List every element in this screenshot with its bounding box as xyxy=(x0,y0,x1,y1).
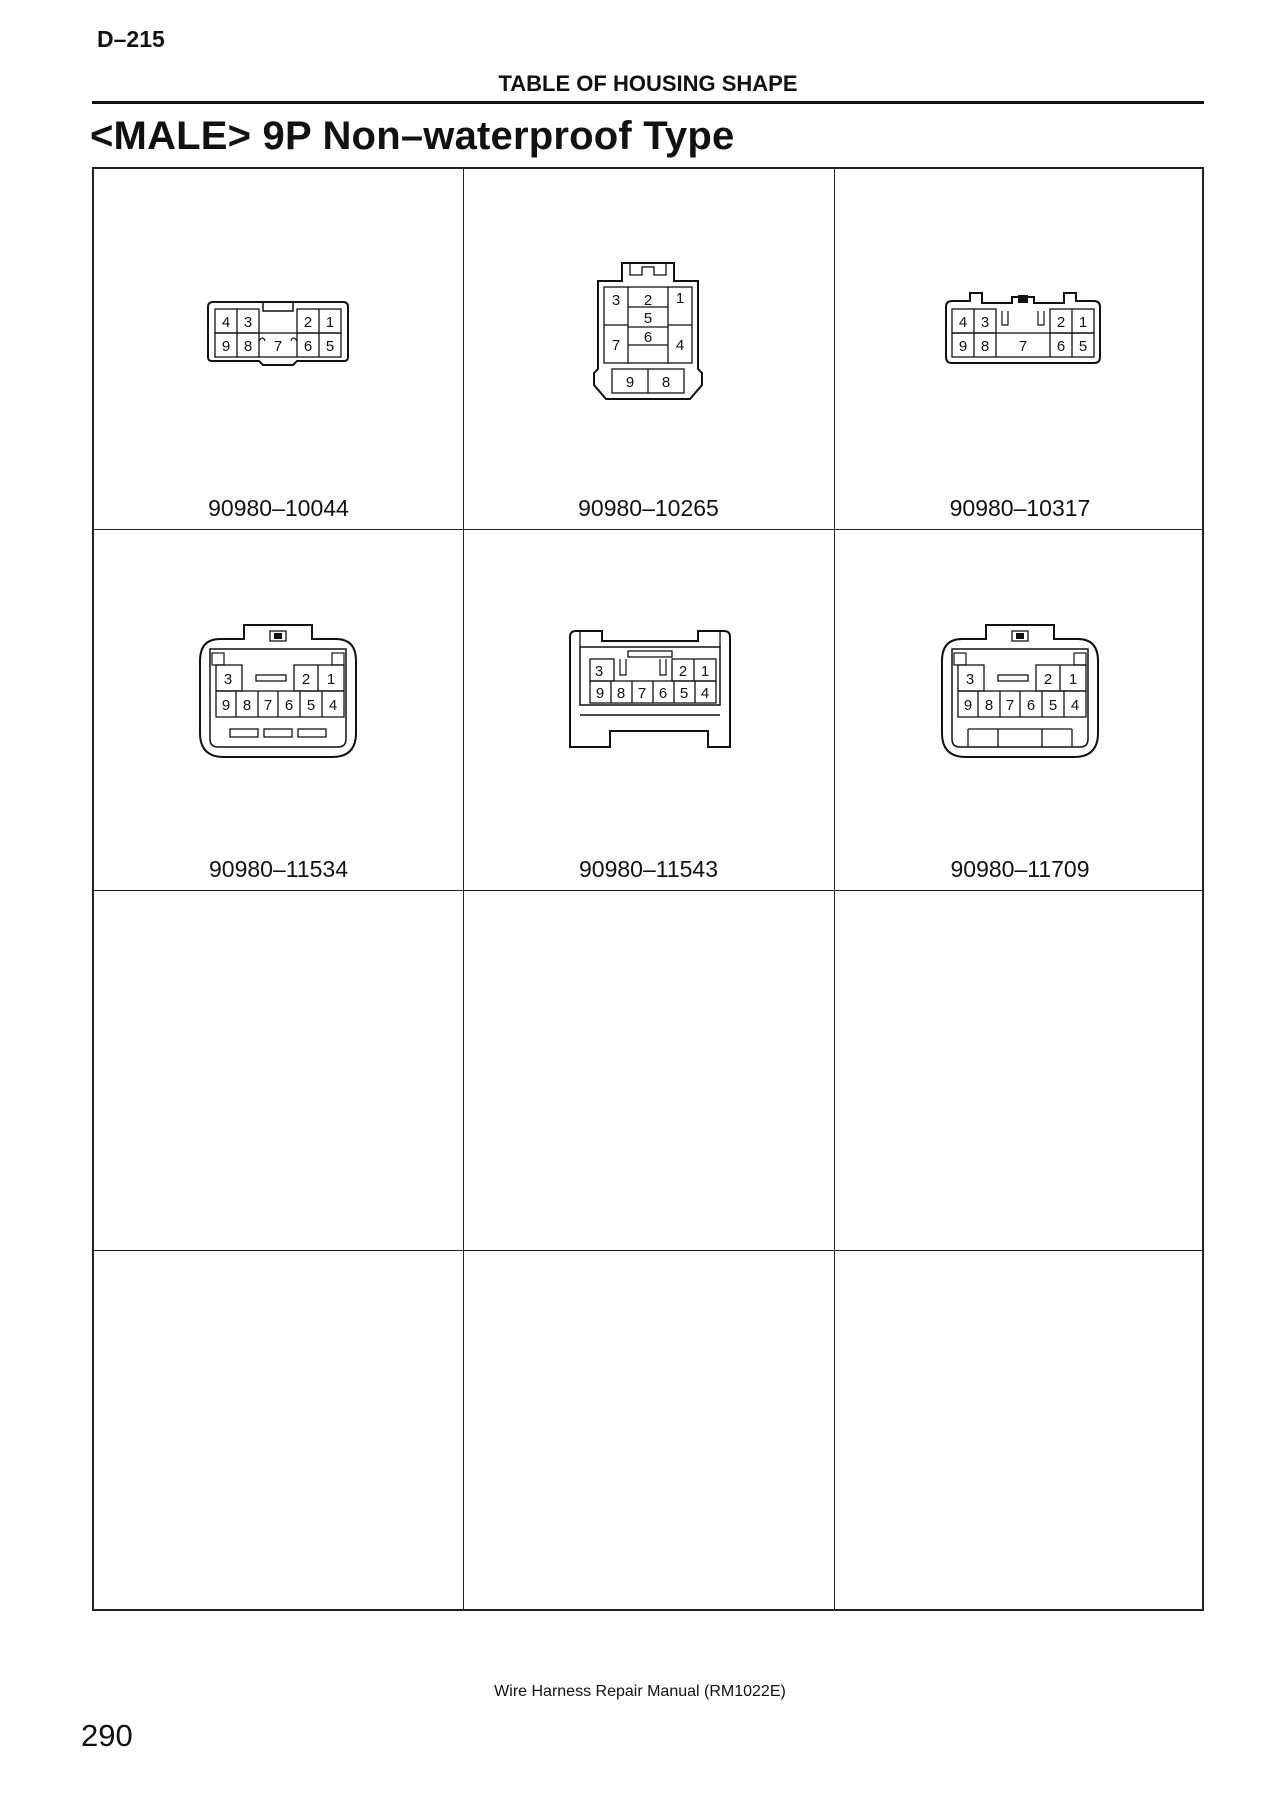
pin-label: 5 xyxy=(643,310,653,327)
pin-label: 9 xyxy=(595,685,605,702)
pin-label: 6 xyxy=(658,685,668,702)
pin-label: 9 xyxy=(221,697,231,714)
pin-label: 1 xyxy=(325,314,335,331)
empty-cell xyxy=(834,890,1206,1250)
pin-label: 9 xyxy=(958,338,968,355)
page-code: D–215 xyxy=(97,26,165,52)
part-number: 90980–11709 xyxy=(950,856,1090,882)
connector-diagram xyxy=(205,297,351,369)
pin-label: 3 xyxy=(223,671,233,688)
connector-drawing xyxy=(196,621,360,761)
pin-label: 6 xyxy=(1056,338,1066,355)
connector-diagram xyxy=(196,621,360,761)
pin-label: 1 xyxy=(326,671,336,688)
part-number: 90980–10044 xyxy=(208,495,349,521)
pin-label: 7 xyxy=(273,338,283,355)
empty-cell xyxy=(834,1250,1206,1611)
pin-label: 5 xyxy=(1078,338,1088,355)
pin-label: 4 xyxy=(1070,697,1080,714)
part-number: 90980–11534 xyxy=(209,856,348,882)
part-number: 90980–11543 xyxy=(579,856,718,882)
connector-cell xyxy=(94,529,463,890)
connector-diagram xyxy=(942,289,1104,371)
pin-label: 3 xyxy=(965,671,975,688)
pin-label: 7 xyxy=(1005,697,1015,714)
pin-label: 9 xyxy=(221,338,231,355)
pin-label: 2 xyxy=(1056,314,1066,331)
pin-label: 4 xyxy=(328,697,338,714)
pin-label: 7 xyxy=(1018,338,1028,355)
pin-label: 8 xyxy=(984,697,994,714)
pin-label: 6 xyxy=(284,697,294,714)
pin-label: 6 xyxy=(1026,697,1036,714)
pin-label: 4 xyxy=(221,314,231,331)
connector-drawing xyxy=(938,621,1102,761)
pin-label: 8 xyxy=(616,685,626,702)
footer-manual-title: Wire Harness Repair Manual (RM1022E) xyxy=(494,1683,786,1700)
pin-label: 1 xyxy=(1078,314,1088,331)
pin-label: 6 xyxy=(643,329,653,346)
pin-label: 8 xyxy=(243,338,253,355)
empty-cell xyxy=(94,1250,463,1611)
pin-label: 3 xyxy=(594,663,604,680)
connector-cell xyxy=(834,529,1206,890)
pin-label: 4 xyxy=(700,685,710,702)
pin-label: 5 xyxy=(306,697,316,714)
pin-label: 5 xyxy=(1048,697,1058,714)
pin-label: 2 xyxy=(678,663,688,680)
page-title: <MALE> 9P Non–waterproof Type xyxy=(90,114,735,158)
pin-label: 8 xyxy=(242,697,252,714)
empty-cell xyxy=(463,1250,834,1611)
empty-cell xyxy=(463,890,834,1250)
connector-cell xyxy=(463,529,834,890)
pin-label: 9 xyxy=(963,697,973,714)
part-number: 90980–10265 xyxy=(578,495,719,521)
part-number: 90980–10317 xyxy=(949,495,1091,521)
pin-label: 1 xyxy=(1068,671,1078,688)
pin-label: 1 xyxy=(675,290,685,307)
connector-drawing xyxy=(205,297,351,369)
page-number: 290 xyxy=(81,1718,133,1753)
pin-label: 2 xyxy=(643,292,653,309)
section-header: TABLE OF HOUSING SHAPE xyxy=(498,71,798,96)
pin-label: 3 xyxy=(611,292,621,309)
pin-label: 2 xyxy=(1043,671,1053,688)
connector-drawing xyxy=(942,289,1104,371)
pin-label: 8 xyxy=(980,338,990,355)
connector-cell xyxy=(94,169,463,529)
pin-label: 5 xyxy=(325,338,335,355)
housing-table xyxy=(92,167,1204,1611)
empty-cell xyxy=(94,890,463,1250)
connector-cell xyxy=(834,169,1206,529)
pin-label: 2 xyxy=(303,314,313,331)
pin-label: 3 xyxy=(980,314,990,331)
pin-label: 9 xyxy=(625,374,635,391)
connector-drawing xyxy=(566,627,734,753)
pin-label: 7 xyxy=(263,697,273,714)
pin-label: 1 xyxy=(700,663,710,680)
pin-label: 7 xyxy=(637,685,647,702)
connector-diagram xyxy=(592,257,704,405)
connector-cell xyxy=(463,169,834,529)
header-rule xyxy=(92,101,1204,104)
pin-label: 2 xyxy=(301,671,311,688)
pin-label: 3 xyxy=(243,314,253,331)
pin-label: 6 xyxy=(303,338,313,355)
pin-label: 7 xyxy=(611,337,621,354)
connector-diagram xyxy=(566,627,734,753)
pin-label: 8 xyxy=(661,374,671,391)
pin-label: 4 xyxy=(958,314,968,331)
pin-label: 5 xyxy=(679,685,689,702)
pin-label: 4 xyxy=(675,337,685,354)
connector-drawing xyxy=(592,257,704,405)
connector-diagram xyxy=(938,621,1102,761)
